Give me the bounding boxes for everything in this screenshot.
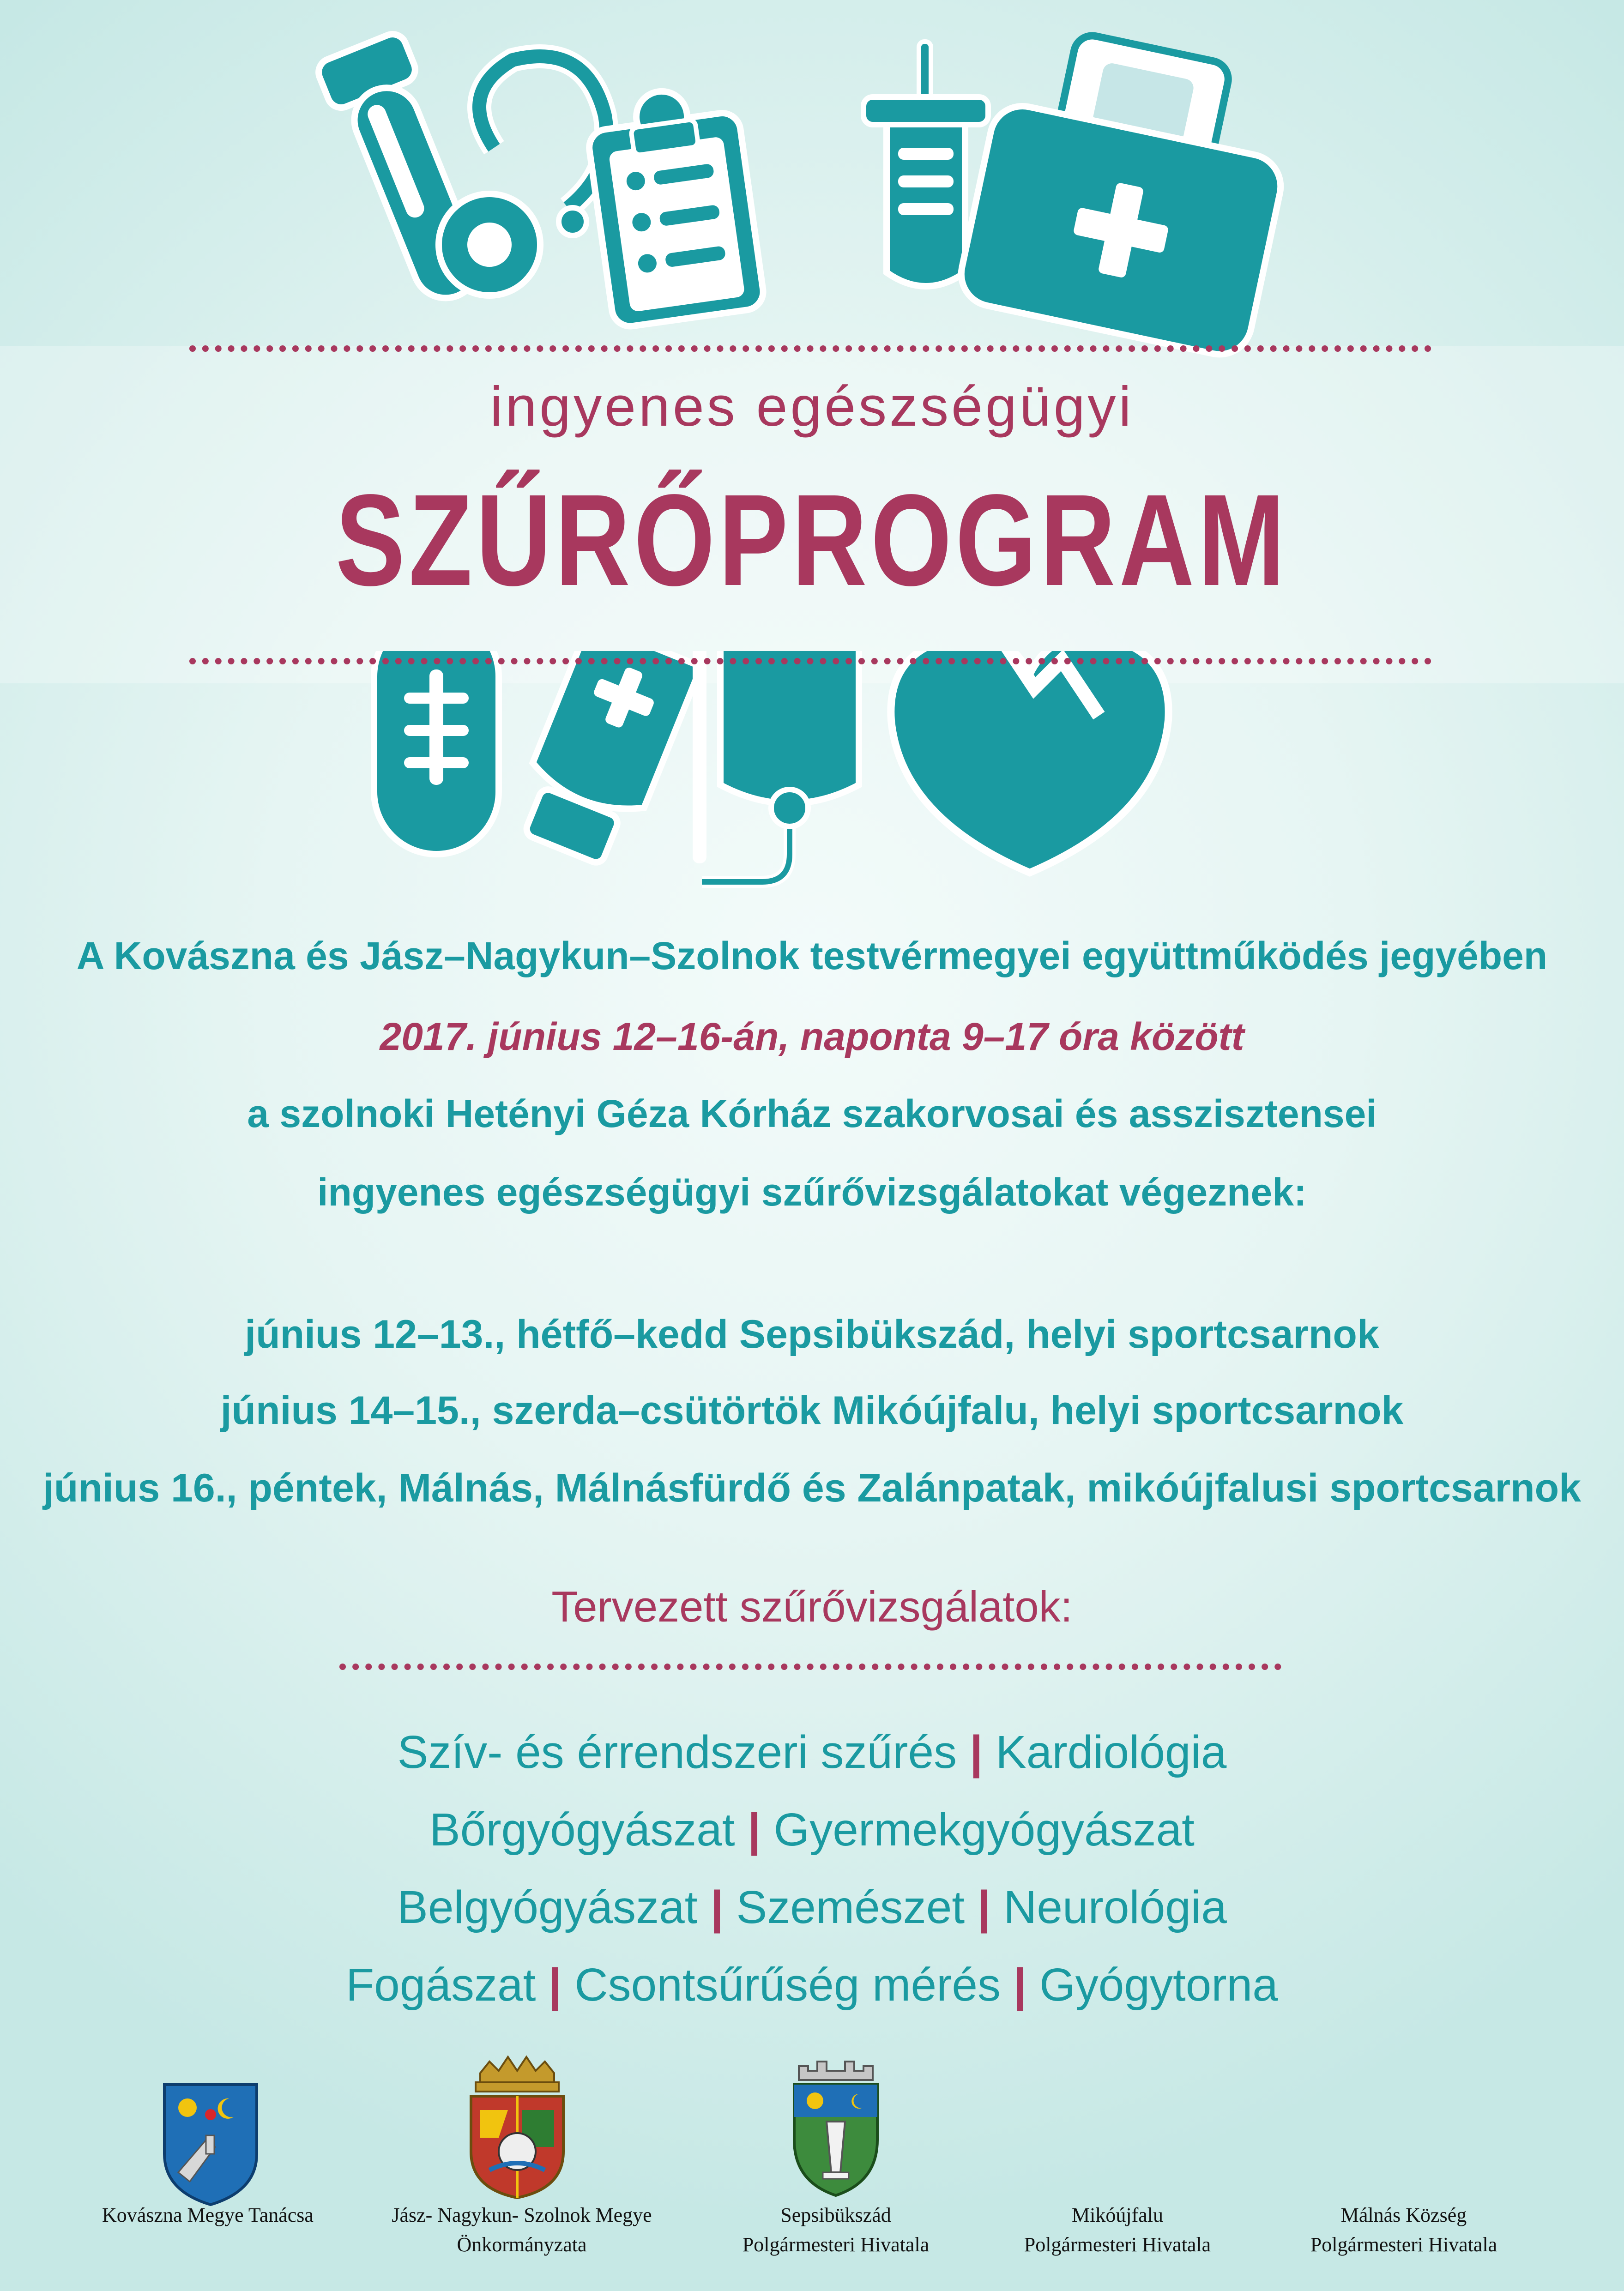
exams-dotted-line [339, 1664, 1281, 1670]
exam-separator: | [1013, 1959, 1026, 2011]
header-title: SZŰRŐPROGRAM [335, 467, 1289, 613]
top-medical-icons [296, 28, 1339, 360]
schedule-line-3: június 16., péntek, Málnás, Málnásfürdő és Zalánpatak, mikóújfalusi sportcsarnok [42, 1466, 1582, 1510]
exam-item: Gyermekgyógyászat [773, 1804, 1195, 1856]
exams-row-4 [0, 1953, 1624, 2017]
exam-item: Szemészet [736, 1881, 965, 1933]
exam-item: Kardiológia [996, 1726, 1227, 1778]
logo-caption-line: Polgármesteri Hivatala [1024, 2233, 1211, 2256]
title-top-dotted-line [189, 345, 1431, 352]
logo-caption-sepsibukszad [693, 2201, 979, 2260]
jnsz-coat-of-arms-icon [462, 2055, 573, 2202]
exam-item: Csontsűrűség mérés [574, 1959, 1001, 2011]
stethoscope-icon [439, 56, 606, 295]
exam-item: Szív- és érrendszeri szűrés [397, 1726, 957, 1778]
logo-caption-kovaszna [60, 2201, 356, 2230]
title-bottom-dotted-line [189, 658, 1431, 664]
first-aid-kit-icon [955, 28, 1304, 360]
exams-row-3 [0, 1875, 1624, 1940]
intro-line-2: 2017. június 12–16-án, naponta 9–17 óra között [380, 1015, 1244, 1058]
iv-drip-icon [693, 651, 859, 882]
pill-bottle-icon [507, 651, 701, 872]
exams-heading: Tervezett szűrővizsgálatok: [551, 1582, 1073, 1631]
logo-caption-line: Kovászna Megye Tanácsa [102, 2204, 314, 2226]
exam-item: Bőrgyógyászat [429, 1804, 735, 1856]
sepsibukszad-coat-of-arms-icon [790, 2057, 882, 2200]
intro-line-1: A Kovászna és Jász–Nagykun–Szolnok testvérmegyei együttműködés jegyében [76, 934, 1548, 977]
kovaszna-coat-of-arms-icon [160, 2080, 261, 2209]
logo-caption-line: Mikóújfalu [1072, 2204, 1163, 2226]
schedule-line-2: június 14–15., szerda–csütörtök Mikóújfalu, helyi sportcsarnok [220, 1388, 1404, 1433]
exam-item: Belgyógyászat [397, 1881, 698, 1933]
logo-caption-line: Jász- Nagykun- Szolnok Megye [392, 2204, 652, 2226]
exam-item: Fogászat [346, 1959, 536, 2011]
exams-row-1 [0, 1720, 1624, 1785]
exam-separator: | [549, 1959, 562, 2011]
logo-caption-line: Sepsibükszád [780, 2204, 891, 2226]
logo-caption-line: Málnás Község [1340, 2204, 1467, 2226]
intro-line-3: a szolnoki Hetényi Géza Kórház szakorvosai és asszisztensei [247, 1092, 1377, 1135]
header-subtitle: ingyenes egészségügyi [490, 375, 1134, 438]
logo-caption-jnsz [360, 2201, 683, 2260]
logo-caption-line: Polgármesteri Hivatala [742, 2233, 930, 2256]
heart-icon [891, 651, 1168, 873]
exam-separator: | [970, 1726, 983, 1778]
exam-separator: | [710, 1881, 724, 1933]
schedule-line-1: június 12–13., hétfő–kedd Sepsibükszád, helyi sportcsarnok [245, 1312, 1379, 1357]
exam-separator: | [748, 1804, 761, 1856]
logo-caption-line: Polgármesteri Hivatala [1310, 2233, 1497, 2256]
exam-separator: | [978, 1881, 991, 1933]
exam-item: Gyógytorna [1039, 1959, 1278, 2011]
bottom-medical-icons [360, 651, 1284, 896]
exams-row-2 [0, 1797, 1624, 1862]
logo-caption-line: Önkormányzata [457, 2233, 587, 2256]
intro-line-4: ingyenes egészségügyi szűrővizsgálatokat végeznek: [317, 1170, 1307, 1214]
exam-item: Neurológia [1003, 1881, 1227, 1933]
thermometer-icon [374, 651, 499, 854]
logo-caption-malnas [1256, 2201, 1552, 2260]
logo-caption-mikoujfalu [974, 2201, 1261, 2260]
